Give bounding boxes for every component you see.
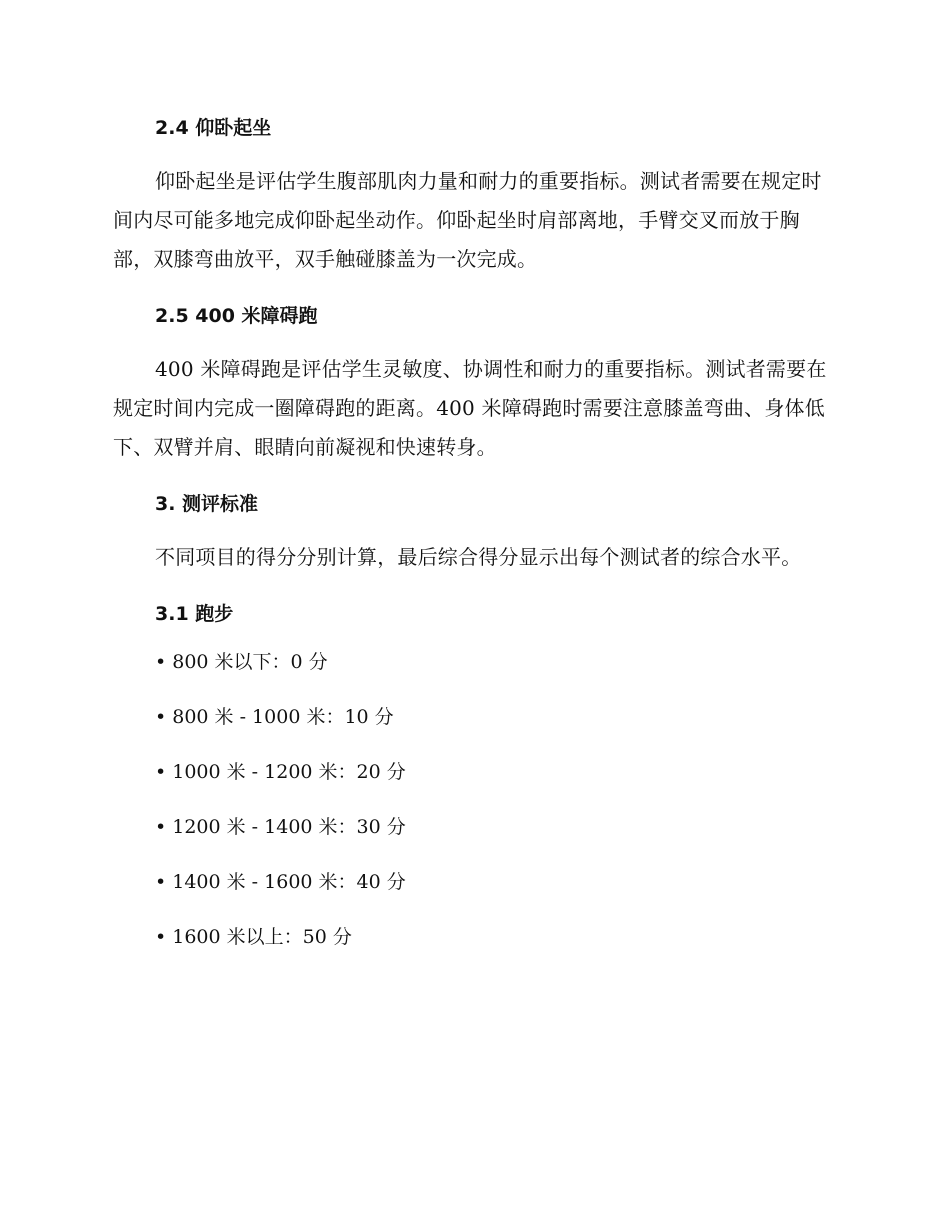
- spacer: [113, 634, 832, 648]
- list-item: • 1600 米以上：50 分: [155, 926, 352, 948]
- spacer: [113, 524, 832, 538]
- section-heading-sit-ups: 2.4 仰卧起坐: [155, 117, 272, 139]
- list-item: • 800 米 - 1000 米：10 分: [155, 706, 394, 728]
- list-item: • 1000 米 - 1200 米：20 分: [155, 761, 406, 783]
- section-heading-standards: 3. 测评标准: [155, 493, 259, 515]
- paragraph-sit-ups: 仰卧起坐是评估学生腹部肌肉力量和耐力的重要指标。测试者需要在规定时间内尽可能多地完成仰卧起坐动作。仰卧起坐时肩部离地，手臂交叉而放于胸部，双膝弯曲放平，双手触碰膝盖为一次完成。: [113, 169, 822, 271]
- section-heading-obstacle-run: 2.5 400 米障碍跑: [155, 305, 318, 327]
- paragraph-standards: 不同项目的得分分别计算，最后综合得分显示出每个测试者的综合水平。: [155, 545, 802, 569]
- spacer: [113, 336, 832, 350]
- spacer: [113, 148, 832, 162]
- list-item: • 1200 米 - 1400 米：30 分: [155, 816, 406, 838]
- section-heading-running: 3.1 跑步: [155, 603, 234, 625]
- list-item: • 800 米以下：0 分: [155, 651, 328, 673]
- running-score-list: [113, 648, 832, 951]
- list-item: • 1400 米 - 1600 米：40 分: [155, 871, 406, 893]
- paragraph-obstacle-run: 400 米障碍跑是评估学生灵敏度、协调性和耐力的重要指标。测试者需要在规定时间内完成一圈障碍跑的距离。400 米障碍跑时需要注意膝盖弯曲、身体低下、双臂并肩、眼睛向前凝视和快速转身。: [113, 357, 827, 459]
